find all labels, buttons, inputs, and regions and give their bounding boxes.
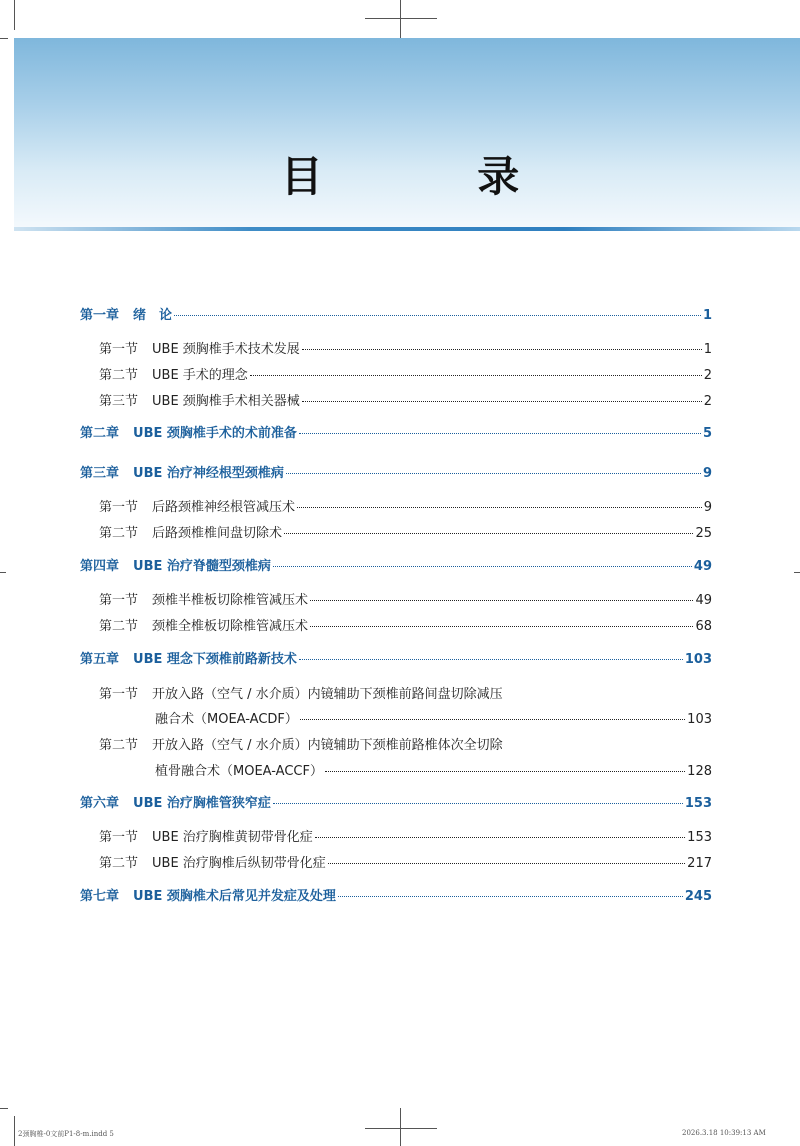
page-number: 153 xyxy=(687,830,712,845)
dot-leader xyxy=(273,565,692,567)
page-number: 2 xyxy=(703,368,712,383)
chapter-number: 第四章 xyxy=(80,559,120,574)
toc-section-1-2[interactable] xyxy=(99,365,712,387)
dot-leader xyxy=(250,374,702,376)
dot-leader xyxy=(310,625,693,627)
dot-leader xyxy=(299,432,701,434)
crop-mark xyxy=(365,18,437,19)
section-title: 后路颈椎神经根管减压术 xyxy=(152,500,296,515)
toc-chapter-3[interactable] xyxy=(80,463,712,485)
section-title-continued: 植骨融合术（MOEA-ACCF） xyxy=(155,764,323,779)
dot-leader xyxy=(315,836,685,838)
section-title: 开放入路（空气 / 水介质）内镜辅助下颈椎前路间盘切除减压 xyxy=(152,687,503,702)
dot-leader xyxy=(338,895,683,897)
toc-section-5-1-line2[interactable] xyxy=(155,709,712,731)
section-title: UBE 颈胸椎手术技术发展 xyxy=(152,342,300,357)
toc-chapter-7[interactable] xyxy=(80,886,712,908)
section-number: 第二节 xyxy=(99,526,139,541)
toc-section-1-3[interactable] xyxy=(99,391,712,413)
dot-leader xyxy=(302,348,702,350)
section-number: 第一节 xyxy=(99,593,139,608)
page-number: 49 xyxy=(695,593,712,608)
dot-leader xyxy=(325,770,685,772)
section-title: 后路颈椎椎间盘切除术 xyxy=(152,526,283,541)
chapter-title: UBE 治疗脊髓型颈椎病 xyxy=(133,559,271,574)
crop-mark xyxy=(14,0,15,30)
crop-mark xyxy=(400,1108,401,1146)
toc-section-6-1[interactable] xyxy=(99,827,712,849)
section-number: 第二节 xyxy=(99,738,139,753)
dot-leader xyxy=(174,314,701,316)
page-number: 128 xyxy=(687,764,712,779)
chapter-title: UBE 治疗胸椎管狭窄症 xyxy=(133,796,271,811)
crop-mark xyxy=(400,0,401,38)
page-number: 103 xyxy=(687,712,712,727)
toc-chapter-6[interactable] xyxy=(80,793,712,815)
page-number: 1 xyxy=(703,342,712,357)
page-number: 153 xyxy=(684,796,712,811)
section-title: UBE 颈胸椎手术相关器械 xyxy=(152,394,300,409)
toc-chapter-2[interactable] xyxy=(80,423,712,445)
page-number: 68 xyxy=(695,619,712,634)
section-number: 第一节 xyxy=(99,500,139,515)
page-number: 2 xyxy=(703,394,712,409)
dot-leader xyxy=(302,400,702,402)
chapter-number: 第二章 xyxy=(80,426,120,441)
section-title: UBE 治疗胸椎黄韧带骨化症 xyxy=(152,830,313,845)
chapter-title: 绪 论 xyxy=(133,308,173,323)
page-number: 217 xyxy=(687,856,712,871)
chapter-title: UBE 理念下颈椎前路新技术 xyxy=(133,652,297,667)
section-title: UBE 手术的理念 xyxy=(152,368,248,383)
dot-leader xyxy=(284,532,693,534)
section-title: 开放入路（空气 / 水介质）内镜辅助下颈椎前路椎体次全切除 xyxy=(152,738,503,753)
section-number: 第二节 xyxy=(99,368,139,383)
toc-section-4-1[interactable] xyxy=(99,590,712,612)
page-number: 245 xyxy=(684,889,712,904)
page-number: 25 xyxy=(695,526,712,541)
page-number: 103 xyxy=(684,652,712,667)
chapter-title: UBE 颈胸椎手术的术前准备 xyxy=(133,426,297,441)
crop-mark xyxy=(0,38,8,39)
toc-section-3-1[interactable] xyxy=(99,497,712,519)
page-title: 目 录 xyxy=(280,152,590,201)
toc-section-5-2-line1[interactable] xyxy=(99,735,712,757)
toc-chapter-5[interactable] xyxy=(80,649,712,671)
section-number: 第一节 xyxy=(99,342,139,357)
section-title: UBE 治疗胸椎后纵韧带骨化症 xyxy=(152,856,326,871)
dot-leader xyxy=(273,802,683,804)
chapter-number: 第六章 xyxy=(80,796,120,811)
toc-section-5-2-line2[interactable] xyxy=(155,761,712,783)
section-title-continued: 融合术（MOEA-ACDF） xyxy=(155,712,298,727)
footer-file-slug: 2颈胸椎-0文前P1-8-m.indd 5 xyxy=(18,1130,114,1138)
section-number: 第一节 xyxy=(99,687,139,702)
dot-leader xyxy=(299,658,683,660)
chapter-number: 第五章 xyxy=(80,652,120,667)
crop-mark xyxy=(0,1108,8,1109)
section-title: 颈椎全椎板切除椎管减压术 xyxy=(152,619,309,634)
dot-leader xyxy=(300,718,685,720)
crop-mark xyxy=(0,572,6,573)
dot-leader xyxy=(286,472,701,474)
toc-chapter-4[interactable] xyxy=(80,556,712,578)
crop-mark xyxy=(14,1116,15,1146)
crop-mark xyxy=(794,572,800,573)
toc-section-5-1-line1[interactable] xyxy=(99,684,712,706)
dot-leader xyxy=(310,599,693,601)
toc-section-6-2[interactable] xyxy=(99,853,712,875)
chapter-number: 第三章 xyxy=(80,466,120,481)
header-rule xyxy=(14,227,800,231)
chapter-title: UBE 颈胸椎术后常见并发症及处理 xyxy=(133,889,336,904)
dot-leader xyxy=(328,862,685,864)
toc-section-1-1[interactable] xyxy=(99,339,712,361)
dot-leader xyxy=(297,506,702,508)
page-number: 1 xyxy=(702,308,712,323)
chapter-number: 第一章 xyxy=(80,308,120,323)
toc-section-3-2[interactable] xyxy=(99,523,712,545)
section-number: 第二节 xyxy=(99,619,139,634)
page-number: 9 xyxy=(703,500,712,515)
chapter-title: UBE 治疗神经根型颈椎病 xyxy=(133,466,284,481)
section-number: 第二节 xyxy=(99,856,139,871)
footer-timestamp: 2026.3.18 10:39:13 AM xyxy=(682,1129,766,1137)
crop-mark xyxy=(365,1128,437,1129)
section-number: 第三节 xyxy=(99,394,139,409)
toc-section-4-2[interactable] xyxy=(99,616,712,638)
page-number: 9 xyxy=(702,466,712,481)
section-number: 第一节 xyxy=(99,830,139,845)
page-number: 5 xyxy=(702,426,712,441)
page-number: 49 xyxy=(693,559,712,574)
toc-chapter-1[interactable] xyxy=(80,305,712,327)
chapter-number: 第七章 xyxy=(80,889,120,904)
section-title: 颈椎半椎板切除椎管减压术 xyxy=(152,593,309,608)
